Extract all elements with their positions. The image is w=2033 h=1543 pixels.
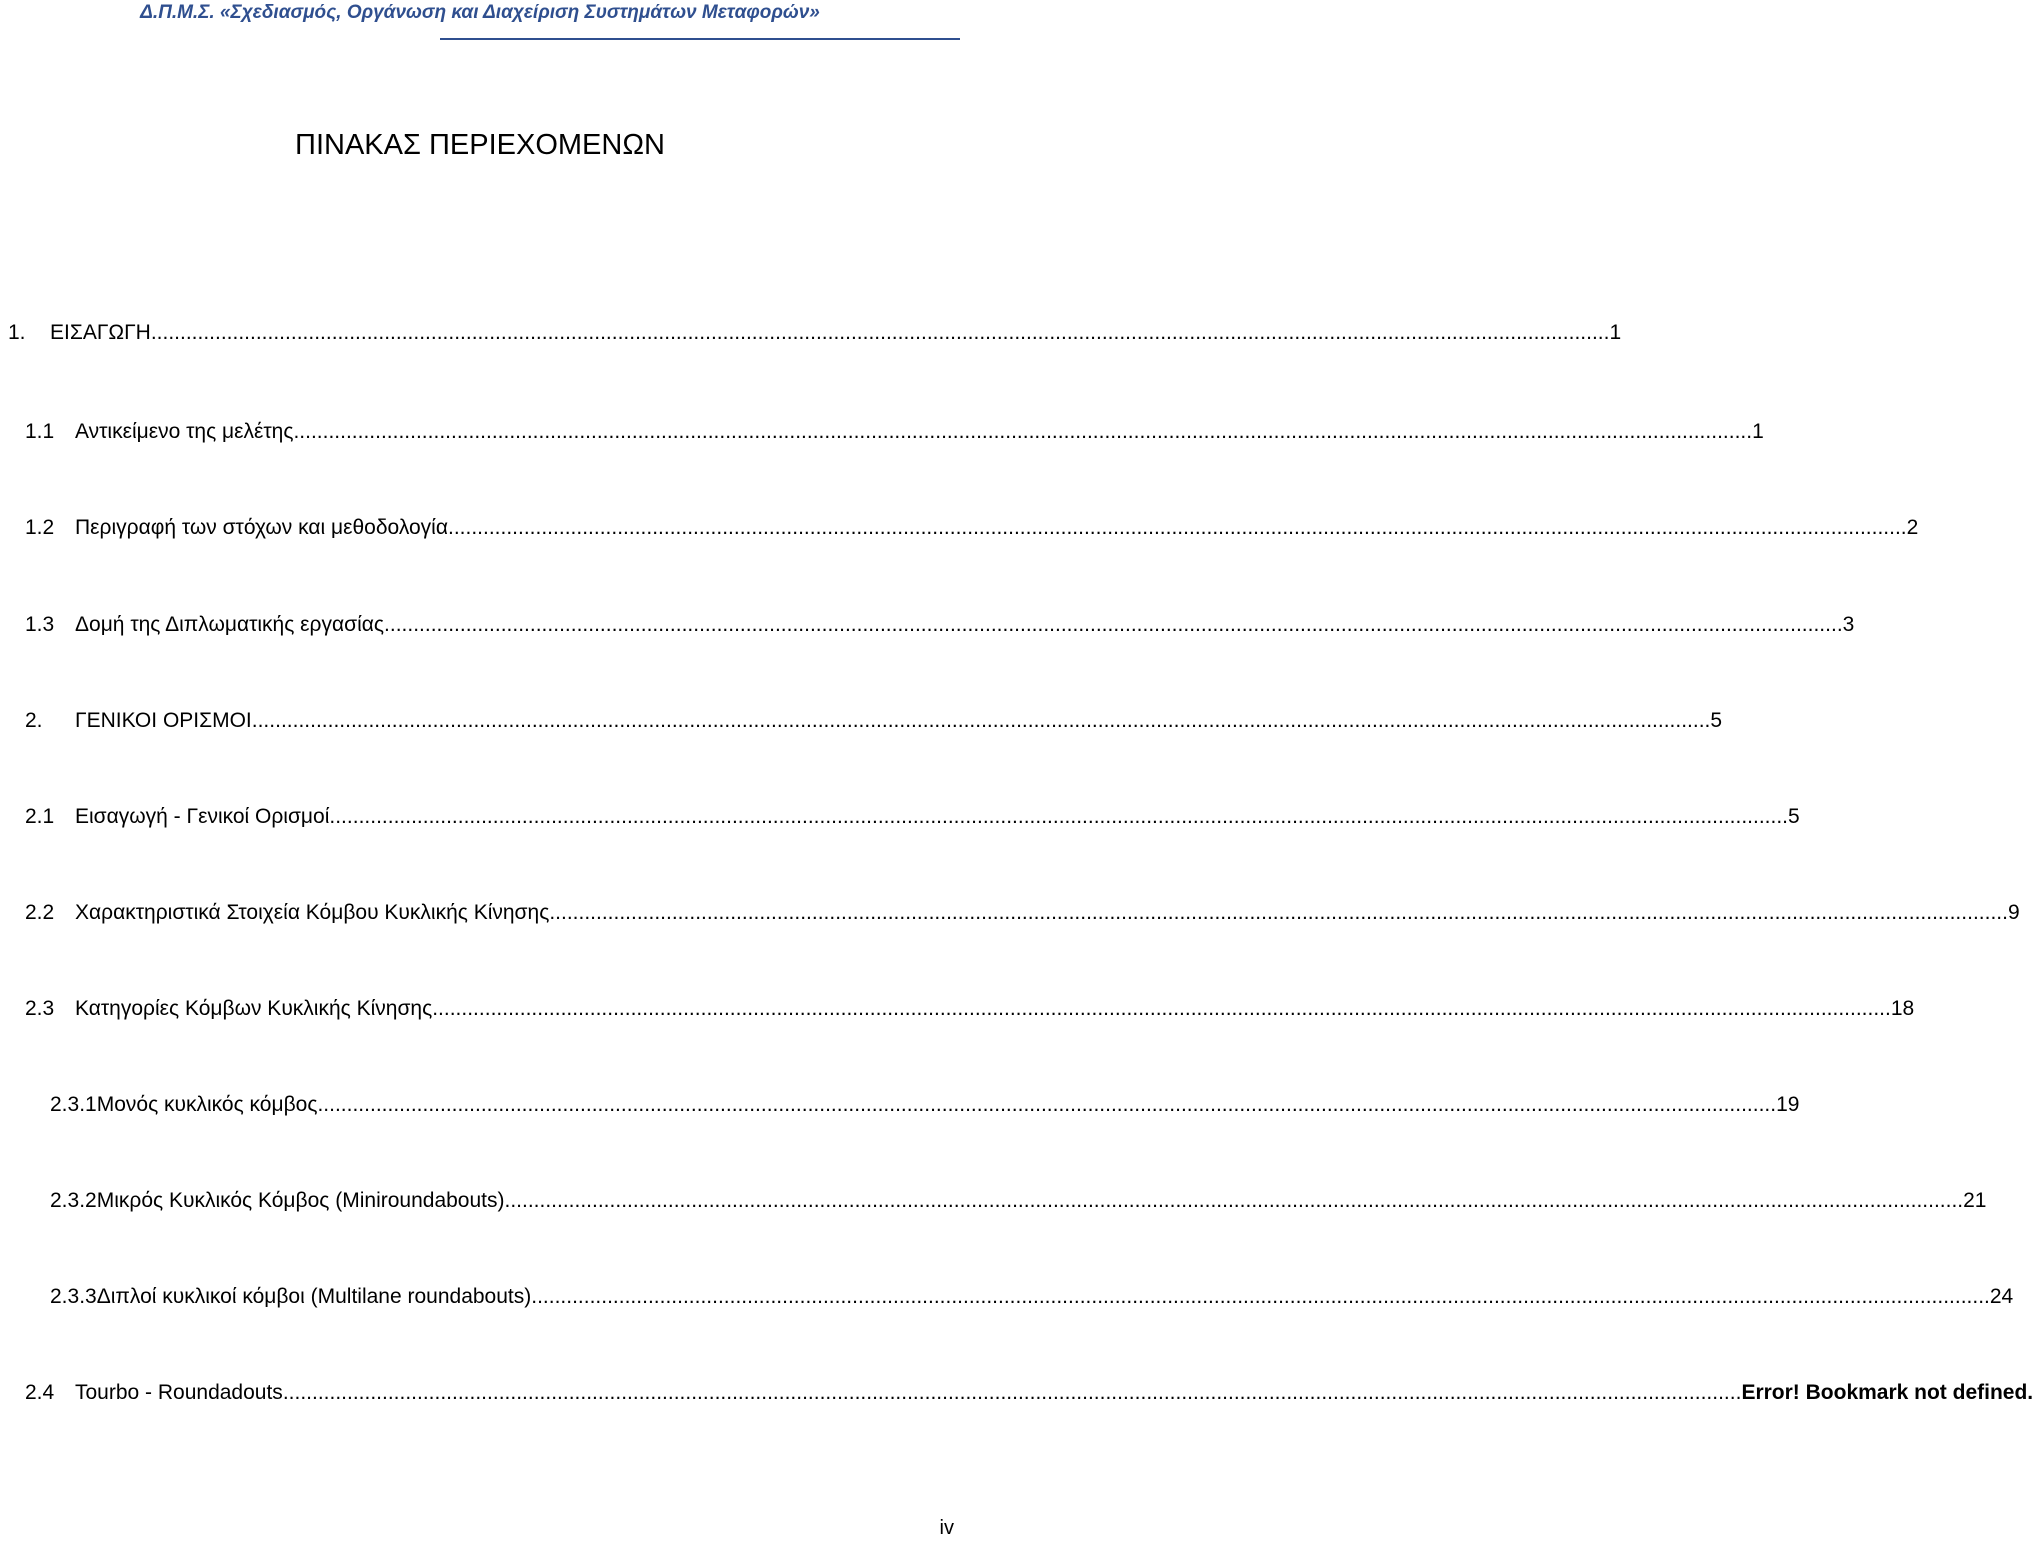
header-rule [440, 38, 960, 40]
toc-entry-number: 2.3.2 [50, 1189, 97, 1212]
toc-entry-2-3-3[interactable] [50, 1282, 2014, 1312]
toc-title: ΠΙΝΑΚΑΣ ΠΕΡΙΕΧΟΜΕΝΩΝ [295, 129, 665, 161]
toc-dot-leader: .......................................................................................................................................................................................................................................................... [293, 420, 1753, 443]
toc-entry-title: Κατηγορίες Κόμβων Κυκλικής Κίνησης [75, 997, 433, 1020]
toc-entry-2-3-1[interactable] [50, 1090, 1800, 1120]
toc-entry-page: 5 [1710, 709, 1723, 732]
header-title: Δ.Π.Μ.Σ. «Σχεδιασμός, Οργάνωση και Διαχείριση Συστημάτων Μεταφορών» [140, 2, 820, 23]
toc-entry-1-3[interactable] [25, 610, 1855, 640]
toc-dot-leader: .......................................................................................................................................................................................................................................................... [150, 321, 1610, 344]
toc-entry-page: 1 [1752, 420, 1764, 443]
toc-entry-2[interactable] [25, 706, 1723, 736]
toc-entry-1-1[interactable] [25, 417, 1764, 447]
toc-entry-title: Μονός κυκλικός κόμβος [96, 1093, 318, 1116]
toc-dot-leader: .......................................................................................................................................................................................................................................................... [448, 516, 1907, 539]
toc-dot-leader: .......................................................................................................................................................................................................................................................... [384, 613, 1843, 636]
toc-dot-leader: .......................................................................................................................................................................................................................................................... [329, 805, 1789, 828]
toc-entry-title: Μικρός Κυκλικός Κόμβος (Miniroundabouts) [96, 1189, 505, 1212]
toc-entry-number: 2.3 [25, 997, 55, 1020]
toc-entry-2-3-2[interactable] [50, 1186, 1987, 1216]
running-header [0, 0, 960, 40]
toc-entry-number: 1.3 [25, 613, 55, 636]
toc-entry-page: 5 [1788, 805, 1800, 828]
toc-entry-page: 1 [1609, 321, 1622, 344]
toc-entry-page: 2 [1906, 516, 1919, 539]
toc-entry-title: Tourbo - Roundadouts [75, 1381, 283, 1404]
toc-entry-2-3[interactable] [25, 994, 1915, 1024]
toc-entry-number: 2.1 [25, 805, 55, 828]
toc-dot-leader: .......................................................................................................................................................................................................................................................... [549, 901, 2008, 924]
toc-dot-leader: .......................................................................................................................................................................................................................................................... [317, 1093, 1777, 1116]
toc-entry-1-2[interactable] [25, 513, 1919, 543]
toc-entry-page: 18 [1890, 997, 1915, 1020]
toc-entry-page: 9 [2007, 901, 2020, 924]
toc-entry-1[interactable] [8, 318, 1622, 348]
toc-entry-title: Εισαγωγή - Γενικοί Ορισμοί [75, 805, 330, 828]
toc-entry-2-2[interactable] [25, 898, 2020, 928]
toc-entry-number: 2.4 [25, 1381, 55, 1404]
page-number: iv [939, 1517, 954, 1539]
toc-dot-leader: .......................................................................................................................................................................................................................................................... [432, 997, 1891, 1020]
toc-dot-leader: .......................................................................................................................................................................................................................................................... [282, 1381, 1742, 1404]
toc-entry-2-4[interactable] [25, 1378, 2033, 1408]
toc-entry-number: 1.2 [25, 516, 55, 539]
toc-dot-leader: .......................................................................................................................................................................................................................................................... [251, 709, 1711, 732]
toc-entry-page: 3 [1842, 613, 1855, 636]
toc-entry-title: Χαρακτηριστικά Στοιχεία Κόμβου Κυκλικής Κίνησης [75, 901, 550, 924]
toc-entry-2-1[interactable] [25, 802, 1800, 832]
toc-entry-title: Αντικείμενο της μελέτης [75, 420, 294, 443]
toc-entry-page-error: Error! Bookmark not defined. [1741, 1381, 2033, 1404]
toc-entry-page: 19 [1776, 1093, 1800, 1116]
toc-entry-number: 2.3.3 [50, 1285, 97, 1308]
toc-entry-number: 1. [8, 321, 26, 344]
toc-entry-title: Διπλοί κυκλικοί κόμβοι (Multilane roundabouts) [96, 1285, 532, 1308]
toc-entry-title: Περιγραφή των στόχων και μεθοδολογία [75, 516, 448, 539]
toc-entry-number: 2.2 [25, 901, 55, 924]
toc-entry-number: 2. [25, 709, 43, 732]
toc-dot-leader: .......................................................................................................................................................................................................................................................... [531, 1285, 1990, 1308]
toc-entry-number: 2.3.1 [50, 1093, 97, 1116]
toc-entry-title: ΕΙΣΑΓΩΓΗ [50, 321, 151, 344]
toc-entry-title: ΓΕΝΙΚΟΙ ΟΡΙΣΜΟΙ [75, 709, 252, 732]
toc-dot-leader: .......................................................................................................................................................................................................................................................... [504, 1189, 1964, 1212]
toc-entry-page: 21 [1963, 1189, 1987, 1212]
toc-entry-number: 1.1 [25, 420, 55, 443]
toc-entry-page: 24 [1989, 1285, 2014, 1308]
toc-entry-title: Δομή της Διπλωματικής εργασίας [75, 613, 385, 636]
